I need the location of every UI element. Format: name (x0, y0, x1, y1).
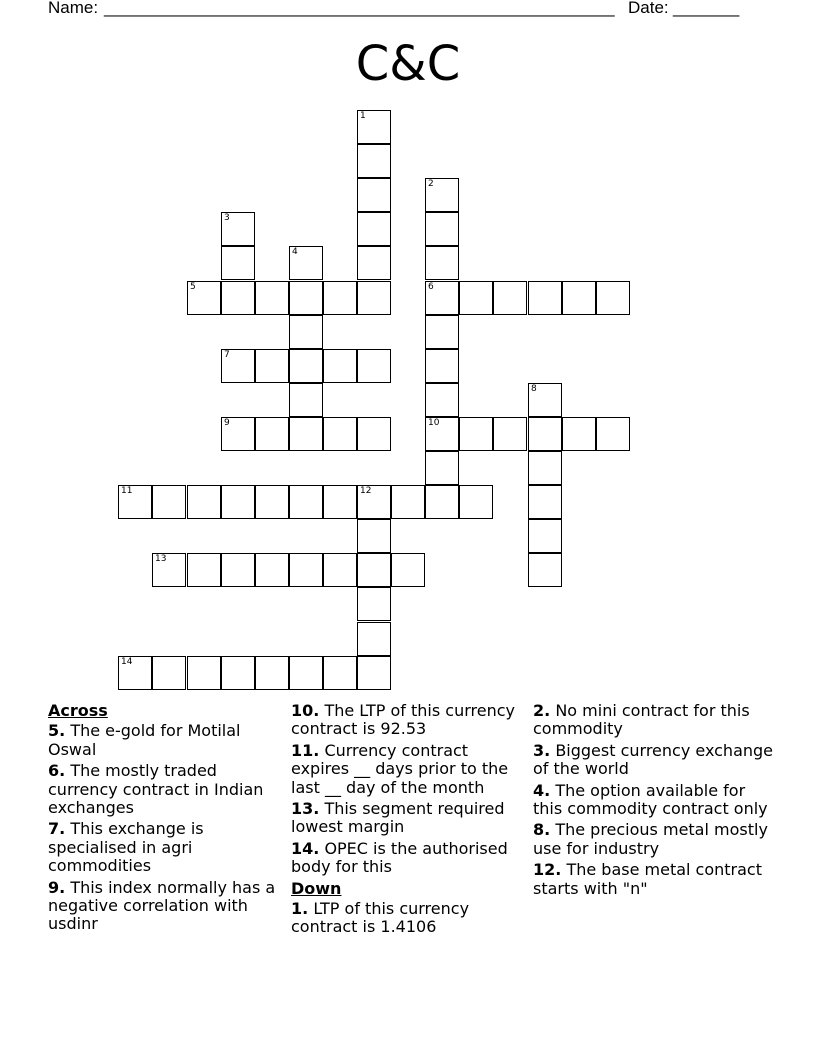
grid-cell[interactable] (152, 656, 186, 690)
grid-cell[interactable] (493, 417, 527, 451)
clue-across-13 (291, 800, 526, 837)
across-heading: Across (48, 701, 108, 720)
grid-cell[interactable] (528, 281, 562, 315)
cell-number: 2 (428, 179, 434, 189)
clue-text: The LTP of this currency contract is 92.53 (291, 701, 515, 739)
clue-text: The option available for this commodity contract only (533, 780, 768, 819)
clue-text: Currency contract expires __ days prior to the last __ day of the month (291, 740, 509, 797)
grid-cell[interactable] (357, 144, 391, 178)
grid-cell[interactable] (357, 110, 391, 144)
grid-cell[interactable] (187, 485, 221, 519)
grid-cell[interactable] (357, 246, 391, 280)
grid-cell[interactable] (152, 553, 186, 587)
grid-cell[interactable] (221, 281, 255, 315)
clue-number: 14. (291, 838, 320, 858)
grid-cell[interactable] (289, 553, 323, 587)
grid-cell[interactable] (118, 656, 152, 690)
grid-cell[interactable] (528, 553, 562, 587)
clue-number: 3. (533, 740, 551, 760)
grid-cell[interactable] (255, 281, 289, 315)
grid-cell[interactable] (528, 383, 562, 417)
clue-across-5 (48, 722, 283, 759)
cell-number: 6 (428, 282, 434, 292)
clue-down-3 (533, 742, 773, 779)
clue-across-10 (291, 702, 526, 739)
grid-cell[interactable] (391, 553, 425, 587)
grid-cell[interactable] (357, 281, 391, 315)
grid-cell[interactable] (425, 246, 459, 280)
cell-number: 11 (121, 486, 133, 496)
grid-cell[interactable] (459, 281, 493, 315)
grid-cell[interactable] (425, 315, 459, 349)
clue-text: The precious metal mostly use for industry (533, 820, 768, 858)
clue-number: 2. (533, 701, 551, 720)
grid-cell[interactable] (255, 656, 289, 690)
down-heading: Down (291, 878, 342, 898)
cell-number: 13 (155, 554, 167, 564)
clue-column-3 (533, 702, 773, 901)
grid-cell[interactable] (357, 178, 391, 212)
grid-cell[interactable] (357, 656, 391, 690)
grid-cell[interactable] (255, 485, 289, 519)
clue-text: This segment required lowest margin (291, 799, 505, 837)
clue-down-8 (533, 821, 773, 858)
cell-number: 1 (360, 111, 366, 121)
grid-cell[interactable] (187, 656, 221, 690)
grid-cell[interactable] (255, 553, 289, 587)
grid-cell[interactable] (425, 451, 459, 485)
grid-cell[interactable] (528, 451, 562, 485)
name-blank[interactable]: ______________________________________________________ (104, 0, 615, 17)
grid-cell[interactable] (152, 485, 186, 519)
clue-number: 12. (533, 860, 562, 880)
clue-text: LTP of this currency contract is 1.4106 (291, 899, 470, 937)
grid-cell[interactable] (357, 519, 391, 553)
clue-text: Biggest currency exchange of the world (533, 740, 774, 779)
grid-cell[interactable] (459, 485, 493, 519)
clue-number: 8. (533, 820, 551, 840)
clue-text: The base metal contract starts with "n" (533, 860, 762, 898)
grid-cell[interactable] (289, 383, 323, 417)
grid-cell[interactable] (323, 281, 357, 315)
cell-number: 5 (190, 282, 196, 292)
grid-cell[interactable] (289, 656, 323, 690)
clue-text: No mini contract for this commodity (533, 701, 750, 739)
grid-cell[interactable] (528, 519, 562, 553)
clue-number: 4. (533, 780, 551, 800)
clue-number: 9. (48, 877, 66, 897)
grid-cell[interactable] (596, 281, 630, 315)
clue-text: The mostly traded currency contract in Indian exchanges (48, 761, 264, 818)
grid-cell[interactable] (425, 178, 459, 212)
grid-cell[interactable] (562, 417, 596, 451)
grid-cell[interactable] (255, 349, 289, 383)
grid-cell[interactable] (289, 281, 323, 315)
grid-cell[interactable] (425, 485, 459, 519)
cell-number: 7 (224, 350, 230, 360)
grid-cell[interactable] (221, 485, 255, 519)
clue-across-14 (291, 840, 526, 877)
date-label: Date: (628, 0, 674, 17)
clue-across-9 (48, 879, 283, 934)
clue-down-1 (291, 900, 526, 937)
clue-number: 5. (48, 721, 66, 741)
clue-number: 10. (291, 701, 320, 720)
grid-cell[interactable] (391, 485, 425, 519)
cell-number: 14 (121, 657, 133, 667)
grid-cell[interactable] (323, 417, 357, 451)
clue-down-2 (533, 702, 773, 739)
clue-column-1 (48, 702, 283, 937)
clue-across-11 (291, 742, 526, 797)
grid-cell[interactable] (289, 349, 323, 383)
clue-number: 11. (291, 740, 320, 760)
puzzle-title: C&C (355, 36, 461, 92)
grid-cell[interactable] (289, 417, 323, 451)
clue-text: The e-gold for Motilal Oswal (48, 721, 241, 759)
grid-cell[interactable] (357, 553, 391, 587)
grid-cell[interactable] (528, 485, 562, 519)
clue-across-6 (48, 762, 283, 817)
name-label: Name: (48, 0, 103, 17)
grid-cell[interactable] (187, 281, 221, 315)
grid-cell[interactable] (357, 485, 391, 519)
grid-cell[interactable] (187, 553, 221, 587)
grid-cell[interactable] (323, 349, 357, 383)
clue-text: This exchange is specialised in agri commodities (48, 819, 204, 876)
grid-cell[interactable] (289, 485, 323, 519)
clue-number: 13. (291, 799, 320, 819)
grid-cell[interactable] (221, 553, 255, 587)
cell-number: 3 (224, 213, 230, 223)
cell-number: 9 (224, 418, 230, 428)
cell-number: 12 (360, 486, 372, 496)
grid-cell[interactable] (289, 246, 323, 280)
clue-across-7 (48, 820, 283, 875)
grid-cell[interactable] (221, 246, 255, 280)
clue-down-12 (533, 861, 773, 898)
cell-number: 8 (531, 384, 537, 394)
grid-cell[interactable] (289, 315, 323, 349)
grid-cell[interactable] (221, 349, 255, 383)
grid-cell[interactable] (596, 417, 630, 451)
grid-cell[interactable] (528, 417, 562, 451)
clue-down-4 (533, 782, 773, 819)
grid-cell[interactable] (562, 281, 596, 315)
grid-cell[interactable] (357, 587, 391, 621)
grid-cell[interactable] (221, 656, 255, 690)
grid-cell[interactable] (357, 212, 391, 246)
grid-cell[interactable] (425, 212, 459, 246)
date-blank[interactable]: _______ (673, 0, 740, 17)
grid-cell[interactable] (425, 383, 459, 417)
grid-cell[interactable] (118, 485, 152, 519)
grid-cell[interactable] (255, 417, 289, 451)
clue-text: This index normally has a negative correlation with usdinr (48, 877, 276, 934)
grid-cell[interactable] (425, 417, 459, 451)
grid-cell[interactable] (459, 417, 493, 451)
clue-number: 6. (48, 761, 66, 781)
clue-text: OPEC is the authorised body for this (291, 838, 508, 877)
grid-cell[interactable] (493, 281, 527, 315)
grid-cell[interactable] (425, 281, 459, 315)
grid-cell[interactable] (323, 656, 357, 690)
grid-cell[interactable] (357, 622, 391, 656)
clue-number: 1. (291, 899, 309, 919)
cell-number: 10 (428, 418, 440, 428)
grid-cell[interactable] (221, 417, 255, 451)
grid-cell[interactable] (425, 349, 459, 383)
clue-number: 7. (48, 819, 66, 839)
grid-cell[interactable] (323, 485, 357, 519)
grid-cell[interactable] (323, 553, 357, 587)
grid-cell[interactable] (357, 349, 391, 383)
grid-cell[interactable] (221, 212, 255, 246)
grid-cell[interactable] (357, 417, 391, 451)
clue-column-2 (291, 702, 526, 940)
cell-number: 4 (292, 247, 298, 257)
